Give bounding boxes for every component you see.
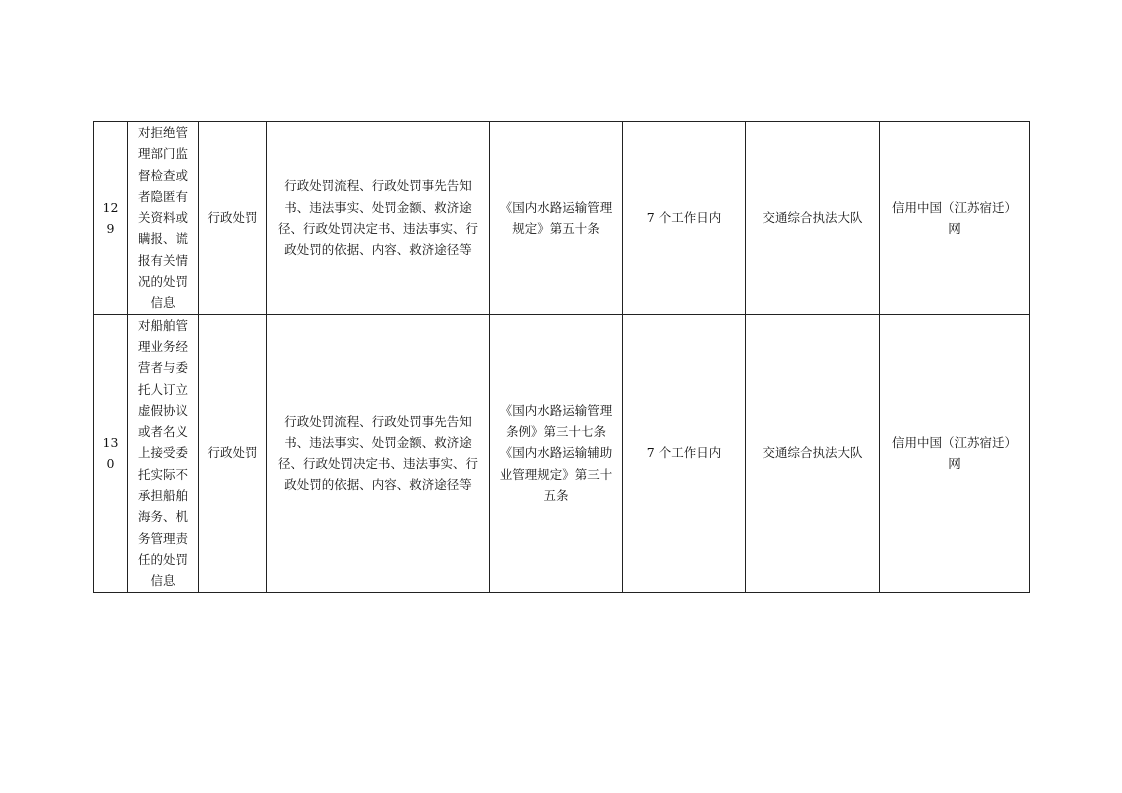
table-row [94, 122, 1030, 315]
disclosure-table [93, 121, 1030, 593]
basis-cell: 《国内水路运输管理规定》第五十条 [490, 122, 623, 315]
row-number-cell: 130 [94, 314, 128, 592]
channel-cell: 信用中国（江苏宿迁）网 [880, 314, 1030, 592]
row-number-cell: 129 [94, 122, 128, 315]
department-cell: 交通综合执法大队 [746, 314, 880, 592]
time-limit-cell: 7 个工作日内 [623, 122, 746, 315]
department-cell: 交通综合执法大队 [746, 122, 880, 315]
item-name-cell: 对拒绝管理部门监督检查或者隐匿有关资料或瞒报、谎报有关情况的处罚信息 [128, 122, 199, 315]
category-cell: 行政处罚 [199, 122, 267, 315]
table-row [94, 314, 1030, 592]
item-name-cell: 对船舶管理业务经营者与委托人订立虚假协议或者名义上接受委托实际不承担船舶海务、机务管理责任的处罚信息 [128, 314, 199, 592]
content-cell: 行政处罚流程、行政处罚事先告知书、违法事实、处罚金额、救济途径、行政处罚决定书、违法事实、行政处罚的依据、内容、救济途径等 [267, 122, 490, 315]
content-cell: 行政处罚流程、行政处罚事先告知书、违法事实、处罚金额、救济途径、行政处罚决定书、违法事实、行政处罚的依据、内容、救济途径等 [267, 314, 490, 592]
basis-cell: 《国内水路运输管理条例》第三十七条《国内水路运输辅助业管理规定》第三十五条 [490, 314, 623, 592]
time-limit-cell: 7 个工作日内 [623, 314, 746, 592]
channel-cell: 信用中国（江苏宿迁）网 [880, 122, 1030, 315]
category-cell: 行政处罚 [199, 314, 267, 592]
